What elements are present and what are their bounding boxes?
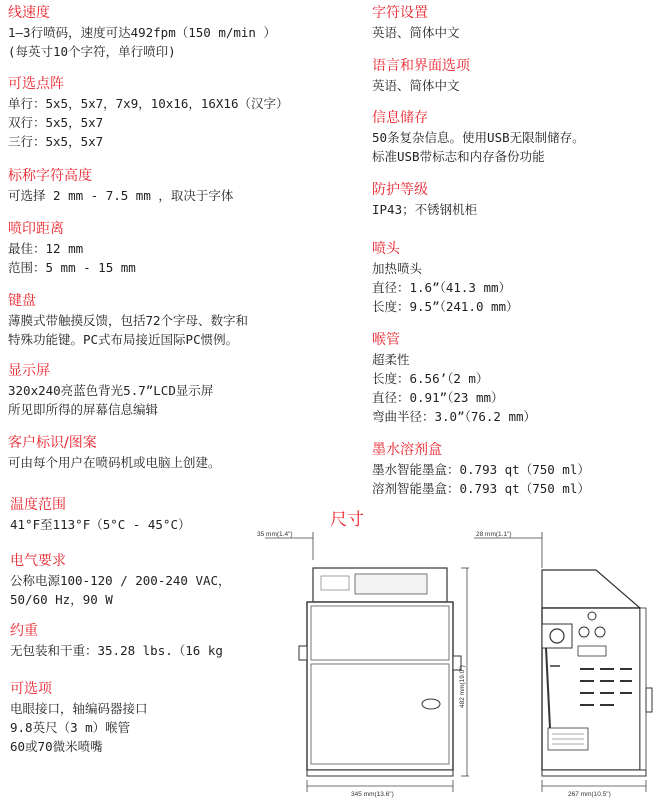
section-line: 标准USB带标志和内存备份功能: [372, 149, 545, 164]
section-line: 最佳：12 mm: [8, 241, 84, 256]
section-line: 直径：0.91”（23 mm）: [372, 390, 504, 405]
section-title: 线速度: [8, 5, 50, 21]
section-title: 信息储存: [372, 110, 428, 126]
section-logo: [8, 434, 221, 472]
section-title: 客户标识/图案: [8, 435, 97, 451]
section-umbilical: [372, 331, 536, 426]
section-line: 长度：6.56’（2 m）: [372, 371, 489, 386]
section-line: (每英寸10个字符，单行喷印): [8, 44, 176, 59]
section-ink-cartridge: [372, 441, 590, 498]
section-line: 60或70微米喷嘴: [10, 739, 103, 754]
section-title: 可选项: [10, 681, 52, 697]
section-title: 喷印距离: [8, 221, 64, 237]
section-line: 可选择 2 mm - 7.5 mm ，取决于字体: [8, 188, 234, 203]
side-top-dimension: 28 mm(1.1"): [476, 531, 512, 538]
side-width-dimension: 267 mm(10.5"): [568, 791, 611, 798]
front-width-dimension: 345 mm(13.6"): [351, 791, 394, 798]
section-line: 所见即所得的屏幕信息编辑: [8, 402, 159, 417]
section-weight: [10, 622, 258, 660]
printer-front-view: [255, 528, 470, 800]
section-char-set: [372, 4, 460, 42]
section-title: 约重: [10, 623, 38, 639]
section-title: 字符设置: [372, 5, 428, 21]
section-line: 双行：5x5，5x7: [8, 115, 104, 130]
section-language: [372, 57, 470, 95]
section-line-speed: [8, 4, 276, 61]
section-title: 防护等级: [372, 182, 428, 198]
dimensions-title: 尺寸: [330, 510, 364, 530]
section-options: [10, 680, 148, 756]
section-title: 可选点阵: [8, 76, 64, 92]
section-line: 50条复杂信息。使用USB无限制储存。: [372, 130, 585, 145]
section-title: 标称字符高度: [8, 168, 92, 184]
section-title: 喷头: [372, 241, 400, 257]
section-char-height: [8, 167, 233, 205]
section-line: 弯曲半径：3.0”（76.2 mm）: [372, 409, 537, 424]
section-display: [8, 362, 213, 419]
section-line: 溶剂智能墨盒：0.793 qt（750 ml）: [372, 481, 590, 496]
section-temperature: [10, 496, 191, 534]
section-line: 墨水智能墨盒：0.793 qt（750 ml）: [372, 462, 590, 477]
section-keyboard: [8, 292, 248, 349]
section-line: 41°F至113°F（5°C - 45°C）: [10, 517, 191, 532]
section-title: 温度范围: [10, 497, 66, 513]
section-line: 50/60 Hz，90 W: [10, 592, 113, 607]
section-line: 三行：5x5，5x7: [8, 134, 104, 149]
section-title: 喉管: [372, 332, 400, 348]
section-print-distance: [8, 220, 136, 277]
section-storage: [372, 109, 585, 166]
section-title: 语言和界面选项: [372, 58, 470, 74]
section-title: 墨水溶剂盒: [372, 442, 442, 458]
section-dot-matrix: [8, 75, 289, 151]
section-line: 1—3行喷码，速度可达492fpm（150 m/min ）: [8, 25, 276, 40]
front-top-dimension: 35 mm(1.4"): [257, 531, 293, 538]
section-printhead: [372, 240, 519, 316]
section-line: 无包装和干重：35.28 lbs.（16 kg: [10, 643, 223, 658]
section-line: 公称电源100-120 / 200-240 VAC，: [10, 573, 231, 588]
section-line: 直径：1.6”（41.3 mm）: [372, 280, 512, 295]
printer-side-view: [470, 528, 664, 800]
section-line: 可由每个用户在喷码机或电脑上创建。: [8, 455, 221, 470]
height-dimension: 482 mm(19.0"): [459, 665, 466, 708]
section-line: 特殊功能键。PC式布局接近国际PC惯例。: [8, 332, 239, 347]
section-title: 电气要求: [10, 553, 66, 569]
section-electrical: [10, 552, 231, 609]
section-line: 长度：9.5”（241.0 mm）: [372, 299, 519, 314]
section-line: 范围：5 mm - 15 mm: [8, 260, 136, 275]
section-line: 薄膜式带触摸反馈，包括72个字母、数字和: [8, 313, 249, 328]
section-line: 电眼接口，轴编码器接口: [10, 701, 148, 716]
section-line: 超柔性: [372, 352, 410, 367]
section-line: 英语、简体中文: [372, 78, 460, 93]
section-line: 单行：5x5，5x7，7x9，10x16，16X16（汉字）: [8, 96, 289, 111]
section-line: 加热喷头: [372, 261, 423, 276]
section-title: 键盘: [8, 293, 36, 309]
section-line: 英语、简体中文: [372, 25, 460, 40]
section-line: 320x240亮蓝色背光5.7”LCD显示屏: [8, 383, 214, 398]
section-title: 显示屏: [8, 363, 50, 379]
section-protection: [372, 181, 477, 219]
section-line: IP43；不锈钢机柜: [372, 202, 478, 217]
section-line: 9.8英尺（3 m）喉管: [10, 720, 131, 735]
